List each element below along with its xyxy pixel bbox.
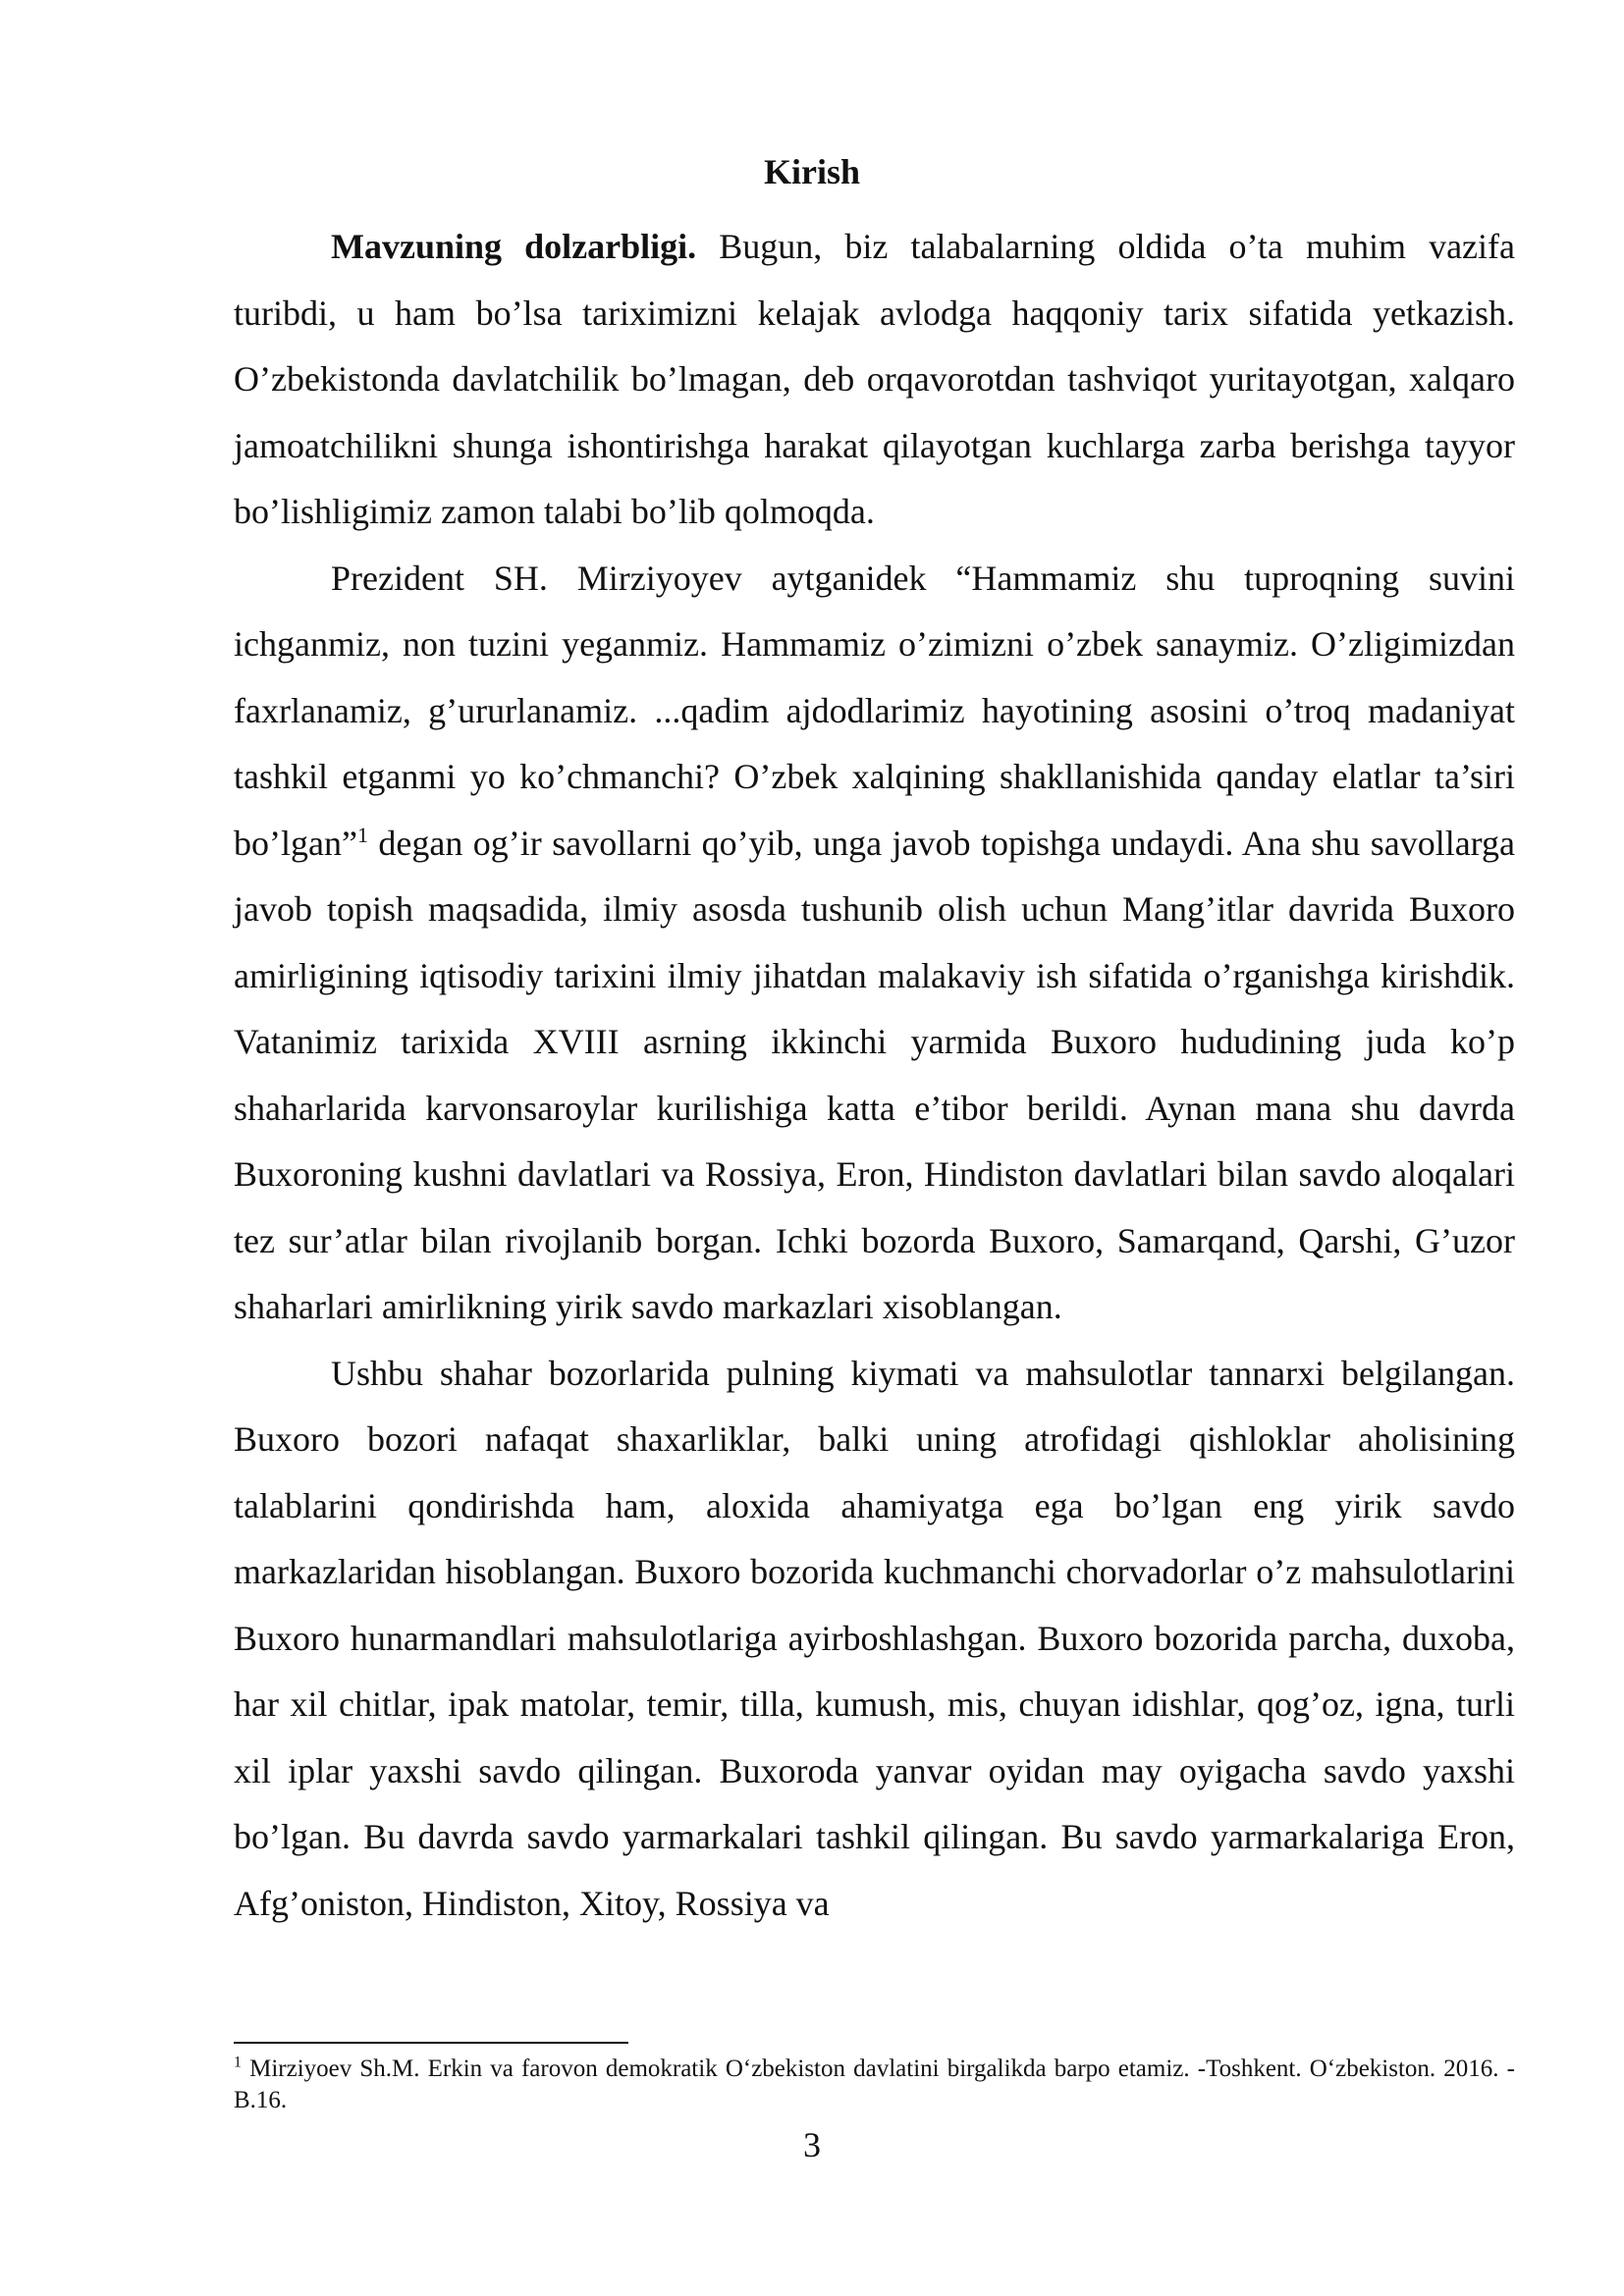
paragraph-text: degan og’ir savollarni qo’yib, unga javob topishga undaydi. Ana shu savollarga javob topish maqsadida, ilmiy asosda tushunib olish uchun Mang’itlar davrida Buxoro amirligining iqtisodiy tarixini ilmiy jihatdan malakaviy ish sifatida o’rganishga kirishdik. Vatanimiz tarixida XVIII asrning ikkinchi yarmida Buxoro hududining juda ko’p shaharlarida karvonsaroylar kurilishiga katta e’tibor berildi. Aynan mana shu davrda Buxoroning kushni davlatlari va Rossiya, Eron, Hindiston davlatlari bilan savdo aloqalari tez sur’atlar bilan rivojlanib borgan. Ichki bozorda Buxoro, Samarqand, Qarshi, G’uzor shaharlari amirlikning yirik savdo markazlari xisoblangan. [234, 823, 1515, 1326]
footnote-text: Mirziyoev Sh.M. Erkin va farovon demokratik O‘zbekiston davlatini birgalikda barpo etamiz. -Toshkent. O‘zbekiston. 2016. - B.16. [234, 2056, 1515, 2113]
paragraph-president-quote [234, 546, 1515, 1341]
paragraph-markets [234, 1341, 1515, 1938]
section-title: Kirish [763, 152, 860, 191]
paragraph-text: Prezident SH. Mirziyoyev aytganidek “Hammamiz shu tuproqning suvini ichganmiz, non tuzini yeganmiz. Hammamiz o’zimizni o’zbek sanaymiz. O’zligimizdan faxrlanamiz, g’ururlanamiz. ...qadim ajdodlarimiz hayotining asosini o’troq madaniyat tashkil etganmi yo ko’chmanchi? O’zbek xalqining shakllanishida qanday elatlar ta’siri bo’lgan” [234, 558, 1515, 863]
page-number: 3 [803, 2125, 821, 2164]
paragraph-text: Bugun, biz talabalarning oldida o’ta muhim vazifa turibdi, u ham bo’lsa tariximizni kelajak avlodga haqqoniy tarix sifatida yetkazish. O’zbekistonda davlatchilik bo’lmagan, deb orqavorotdan tashviqot yuritayotgan, xalqaro jamoatchilikni shunga ishontirishga harakat qilayotgan kuchlarga zarba berishga tayyor bo’lishligimiz zamon talabi bo’lib qolmoqda. [234, 227, 1515, 531]
paragraph-relevance [234, 214, 1515, 546]
footnote-marker: 1 [234, 2054, 242, 2071]
footnote [234, 2054, 1515, 2116]
footnote-reference[interactable]: 1 [356, 822, 368, 847]
footnote-separator [234, 2042, 628, 2044]
paragraph-text: Ushbu shahar bozorlarida pulning kiymati va mahsulotlar tannarxi belgilangan. Buxoro bozori nafaqat shaxarliklar, balki uning atrofidagi qishloklar aholisining talablarini qondirishda ham, aloxida ahamiyatga ega bo’lgan eng yirik savdo markazlaridan hisoblangan. Buxoro bozorida kuchmanchi chorvadorlar o’z mahsulotlarini Buxoro hunarmandlari mahsulotlariga ayirboshlashgan. Buxoro bozorida parcha, duxoba, har xil chitlar, ipak matolar, temir, tilla, kumush, mis, chuyan idishlar, qog’oz, igna, turli xil iplar yaxshi savdo qilingan. Buxoroda yanvar oyidan may oyigacha savdo yaxshi bo’lgan. Bu davrda savdo yarmarkalari tashkil qilingan. Bu savdo yarmarkalariga Eron, Afg’oniston, Hindiston, Xitoy, Rossiya va [234, 1353, 1515, 1923]
paragraph-lead: Mavzuning dolzarbligi. [331, 227, 697, 266]
body-text [234, 214, 1515, 1937]
